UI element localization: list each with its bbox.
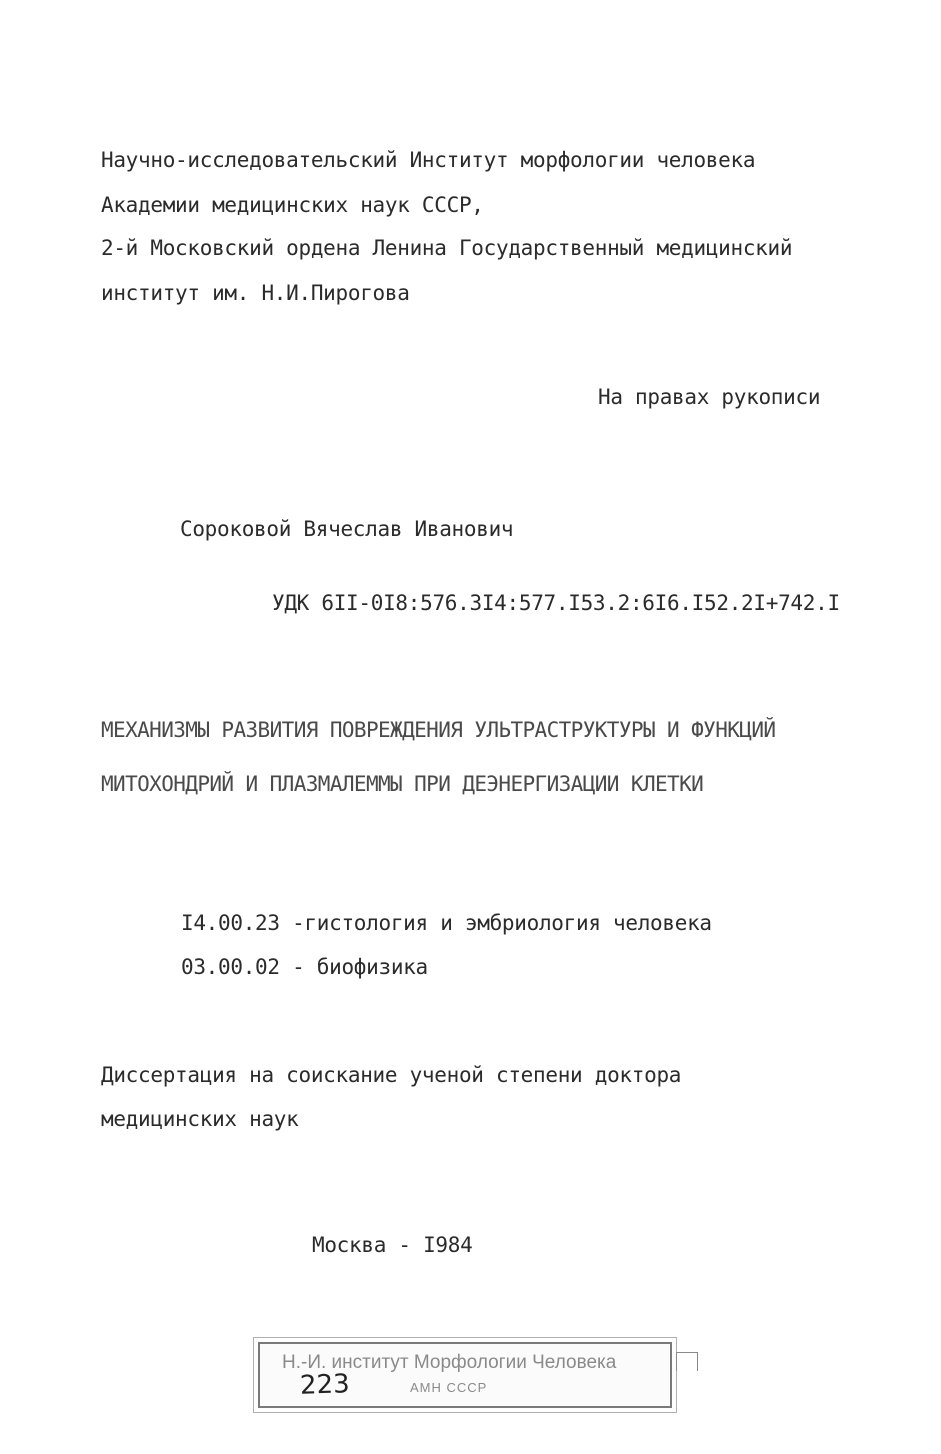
institute-line-2: Академии медицинских наук СССР, — [101, 193, 484, 217]
stamp-academy: АМН СССР — [410, 1380, 488, 1395]
title-line-1: МЕХАНИЗМЫ РАЗВИТИЯ ПОВРЕЖДЕНИЯ УЛЬТРАСТРУКТУРЫ И ФУНКЦИЙ — [101, 718, 776, 742]
degree-line-1: Диссертация на соискание ученой степени доктора — [101, 1063, 682, 1087]
stamp-corner-mark — [676, 1352, 698, 1371]
title-line-2: МИТОХОНДРИЙ И ПЛАЗМАЛЕММЫ ПРИ ДЕЭНЕРГИЗАЦИИ КЛЕТКИ — [101, 772, 704, 796]
institute-line-4: институт им. Н.И.Пирогова — [101, 281, 410, 305]
specialty-line-1: I4.00.23 -гистология и эмбриология человека — [181, 911, 712, 935]
author-name: Сороковой Вячеслав Иванович — [180, 517, 514, 541]
library-stamp — [258, 1342, 672, 1408]
institute-line-3: 2-й Московский ордена Ленина Государственный медицинский — [101, 236, 793, 260]
institute-line-1: Научно-исследовательский Институт морфологии человека — [101, 148, 756, 172]
manuscript-rights-note: На правах рукописи — [598, 385, 821, 409]
specialty-line-2: 03.00.02 - биофизика — [181, 955, 428, 979]
udc-code: УДК 6II-0I8:576.3I4:577.I53.2:6I6.I52.2I+742.I — [272, 591, 840, 615]
stamp-inventory-number: 223 — [299, 1369, 351, 1401]
stamp-organization: Н.-И. институт Морфологии Человека — [282, 1352, 617, 1373]
degree-line-2: медицинских наук — [101, 1107, 299, 1131]
place-and-year: Москва - I984 — [312, 1233, 473, 1257]
